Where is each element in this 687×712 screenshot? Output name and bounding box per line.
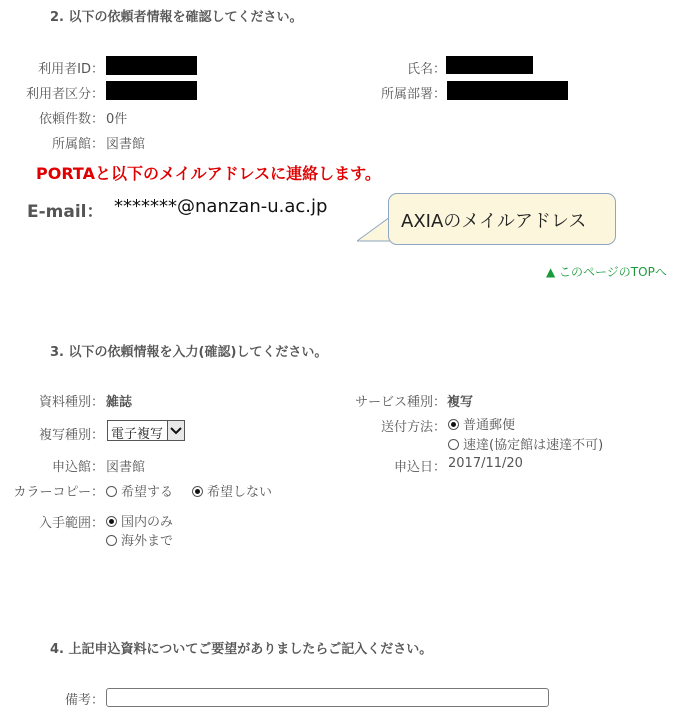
callout-bubble [388,193,616,245]
email-label: E-mail： [27,202,104,222]
apply-date-value: 2017/11/20 [448,456,523,471]
range-option-overseas[interactable] [106,530,173,549]
user-id-label: 利用者ID： [38,62,104,77]
color-copy-option-yes-label: 希望する [121,485,174,500]
radio-unselected-icon[interactable] [448,439,459,450]
delivery-option-express[interactable] [448,434,603,453]
page-top-link[interactable] [546,263,667,280]
radio-unselected-icon[interactable] [106,486,117,497]
radio-unselected-icon[interactable] [106,535,117,546]
range-label: 入手範囲： [38,516,104,531]
section2-heading: 2. 以下の依頼者情報を確認してください。 [50,10,303,25]
department-redacted [447,81,568,100]
color-copy-option-no-label: 希望しない [207,485,273,500]
user-type-redacted [106,81,197,100]
section4-heading: 4. 上記申込資料についてご要望がありましたらご記入ください。 [50,642,433,657]
material-type-label: 資料種別： [38,395,104,410]
material-type-value: 雑誌 [106,395,133,410]
name-redacted [446,56,533,74]
copy-type-label: 複写種別： [38,428,104,443]
range-option-domestic-label: 国内のみ [121,515,174,530]
user-type-label: 利用者区分： [25,87,104,102]
department-label: 所属部署： [380,87,446,102]
chevron-down-icon[interactable] [167,421,184,440]
email-notice: PORTAと以下のメイルアドレスに連絡します。 [36,164,381,183]
remarks-input[interactable] [106,688,549,707]
apply-date-label: 申込日： [393,460,446,475]
delivery-option-express-label: 速達(協定館は速達不可) [463,438,604,453]
range-option-overseas-label: 海外まで [121,534,174,549]
callout-text: AXIAのメイルアドレス [401,211,587,232]
color-copy-option-yes[interactable] [106,481,173,500]
service-type-label: サービス種別： [354,395,446,410]
delivery-option-normal-label: 普通郵便 [463,418,516,433]
remarks-label: 備考： [64,693,104,708]
apply-library-label: 申込館： [51,460,104,475]
user-id-redacted [106,56,197,75]
color-copy-option-no[interactable] [192,481,272,500]
radio-selected-icon[interactable] [106,516,117,527]
apply-library-value: 図書館 [106,460,146,475]
request-count-label: 依頼件数： [38,112,104,127]
copy-type-select[interactable] [107,420,185,441]
range-option-domestic[interactable] [106,511,173,530]
page-top-link-label: このページのTOPへ [559,265,667,279]
library-value: 図書館 [106,137,146,152]
radio-selected-icon[interactable] [192,486,203,497]
color-copy-label: カラーコピー： [13,485,104,500]
delivery-option-normal[interactable] [448,414,515,433]
radio-selected-icon[interactable] [448,419,459,430]
request-count-value: 0件 [106,112,128,127]
email-value: *******@nanzan-u.ac.jp [114,196,328,217]
section3-heading: 3. 以下の依頼情報を入力(確認)してください。 [50,345,328,360]
delivery-label: 送付方法： [380,420,446,435]
bubble-tail [357,215,391,245]
copy-type-selected: 電子複写 [111,427,164,442]
library-label: 所属館： [51,137,104,152]
name-label: 氏名： [406,62,446,77]
service-type-value: 複写 [447,395,474,410]
triangle-up-icon: ▲ [546,265,560,279]
